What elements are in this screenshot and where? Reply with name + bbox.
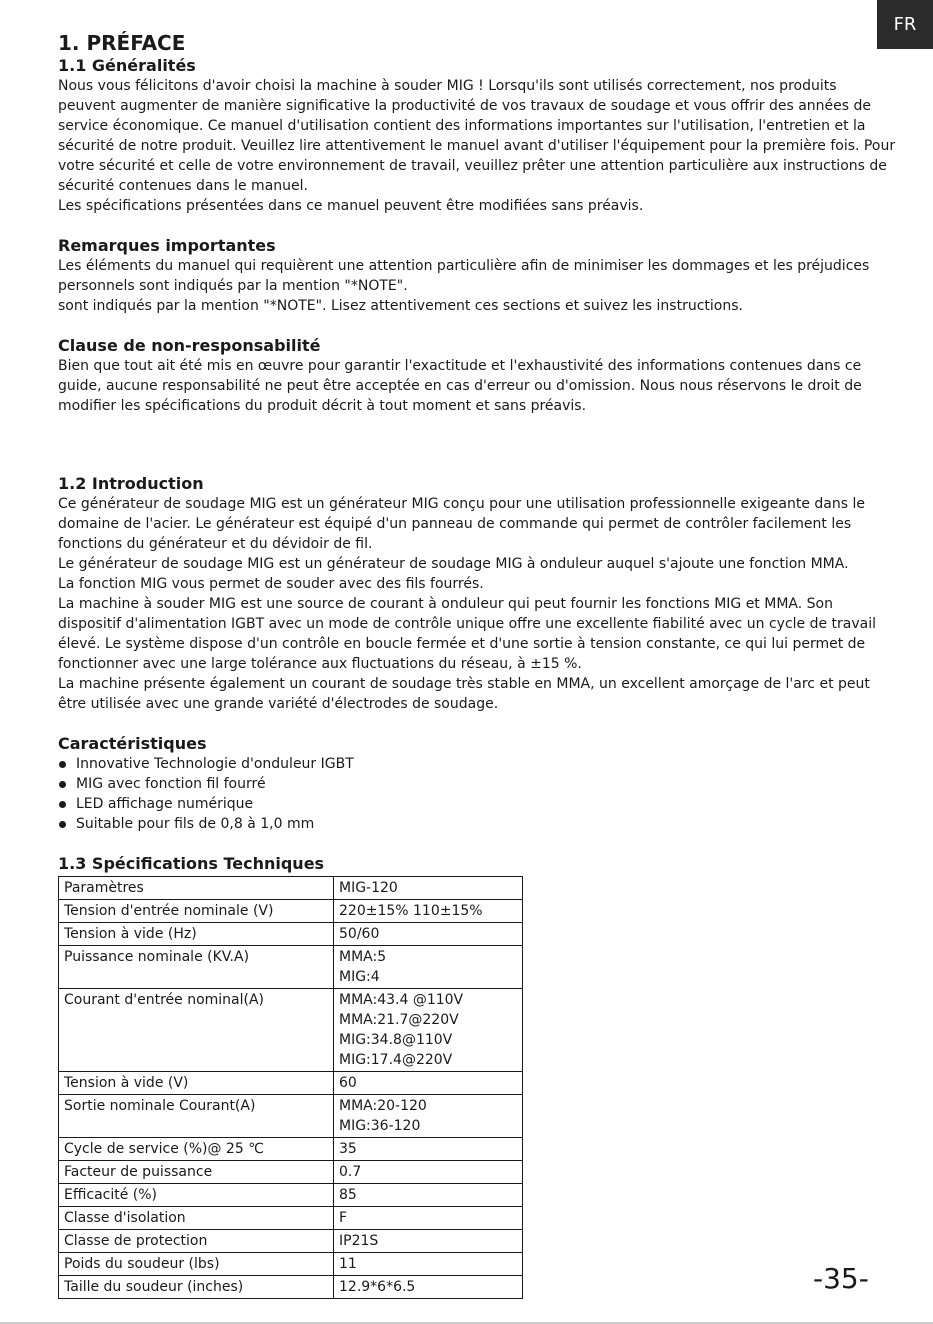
spec-label: Classe d'isolation (59, 1207, 334, 1230)
spec-value: MMA:5 MIG:4 (334, 946, 523, 989)
spec-label: Tension à vide (Hz) (59, 923, 334, 946)
intro-paragraph-2: Le générateur de soudage MIG est un générateur de soudage MIG à onduleur auquel s'ajoute une fonction MMA. (58, 556, 849, 572)
feature-item (58, 814, 896, 834)
spec-value: 60 (334, 1072, 523, 1095)
table-row (59, 946, 523, 989)
table-row (59, 877, 523, 900)
section-1-1-note: Les spécifications présentées dans ce manuel peuvent être modifiées sans préavis. (58, 198, 644, 214)
page-title: 1. PRÉFACE (58, 31, 186, 55)
clause-body: Bien que tout ait été mis en œuvre pour garantir l'exactitude et l'exhaustivité des informations contenues dans ce guide, aucune responsabilité ne peut être acceptée en cas d'erreur ou d'omission. Nous nous réservons le droit de modifier les spécifications du produit décrit à tout moment et sans préavis. (58, 358, 862, 414)
table-row (59, 1161, 523, 1184)
spec-value: 0.7 (334, 1161, 523, 1184)
spec-label: Efficacité (%) (59, 1184, 334, 1207)
spec-value: F (334, 1207, 523, 1230)
table-row (59, 1207, 523, 1230)
spec-value: 85 (334, 1184, 523, 1207)
page-number: -35- (813, 1262, 869, 1295)
spec-value: MMA:20-120 MIG:36-120 (334, 1095, 523, 1138)
intro-paragraph-5: La machine présente également un courant de soudage très stable en MMA, un excellent amorçage de l'arc et peut être utilisée avec une grande variété d'électrodes de soudage. (58, 676, 870, 712)
remarques-heading: Remarques importantes (58, 236, 276, 255)
intro-paragraph-1: Ce générateur de soudage MIG est un générateur MIG conçu pour une utilisation professionnelle exigeante dans le domaine de l'acier. Le générateur est équipé d'un panneau de commande qui permet de contrôler facilement les fonctions du générateur et du dévidoir de fil. (58, 496, 865, 552)
spec-label: Sortie nominale Courant(A) (59, 1095, 334, 1138)
feature-text: LED affichage numérique (76, 796, 254, 812)
feature-item (58, 794, 896, 814)
spec-label: Cycle de service (%)@ 25 ℃ (59, 1138, 334, 1161)
spec-label: Puissance nominale (KV.A) (59, 946, 334, 989)
remarques-body: Les éléments du manuel qui requièrent une attention particulière afin de minimiser les dommages et les préjudices personnels sont indiqués par la mention "*NOTE". (58, 258, 870, 294)
feature-text: Innovative Technologie d'onduleur IGBT (76, 756, 354, 772)
remarques-body-2: sont indiqués par la mention "*NOTE". Lisez attentivement ces sections et suivez les instructions. (58, 298, 743, 314)
feature-item (58, 754, 896, 774)
spec-value: MIG-120 (334, 877, 523, 900)
intro-paragraph-3: La fonction MIG vous permet de souder avec des fils fourrés. (58, 576, 484, 592)
features-heading: Caractéristiques (58, 734, 207, 753)
spec-value: 11 (334, 1253, 523, 1276)
spec-value: 12.9*6*6.5 (334, 1276, 523, 1299)
section-1-1-body: Nous vous félicitons d'avoir choisi la machine à souder MIG ! Lorsqu'ils sont utilisés correctement, nos produits peuvent augmenter de manière significative la productivité de vos travaux de soudage et vous offrir des années de service économique. Ce manuel d'utilisation contient des informations importantes sur l'utilisation, l'entretien et la sécurité de notre produit. Veuillez lire attentivement le manuel avant d'utiliser l'équipement pour la première fois. Pour votre sécurité et celle de votre environnement de travail, veuillez prêter une attention particulière aux instructions de sécurité contenues dans le manuel. (58, 78, 896, 194)
spec-label: Taille du soudeur (inches) (59, 1276, 334, 1299)
spec-label: Facteur de puissance (59, 1161, 334, 1184)
spec-value: MMA:43.4 @110V MMA:21.7@220V MIG:34.8@110V MIG:17.4@220V (334, 989, 523, 1072)
section-1-3-heading: 1.3 Spécifications Techniques (58, 854, 325, 873)
feature-item (58, 774, 896, 794)
table-row (59, 1184, 523, 1207)
spec-label: Paramètres (59, 877, 334, 900)
spec-value: 50/60 (334, 923, 523, 946)
table-row (59, 900, 523, 923)
table-row (59, 1276, 523, 1299)
features-list (58, 754, 896, 834)
spec-label: Courant d'entrée nominal(A) (59, 989, 334, 1072)
table-row (59, 923, 523, 946)
table-row (59, 1095, 523, 1138)
spec-label: Tension d'entrée nominale (V) (59, 900, 334, 923)
table-row (59, 1072, 523, 1095)
table-row (59, 1230, 523, 1253)
spec-label: Tension à vide (V) (59, 1072, 334, 1095)
language-tab: FR (877, 0, 933, 49)
spec-label: Poids du soudeur (lbs) (59, 1253, 334, 1276)
table-row (59, 989, 523, 1072)
spec-value: 35 (334, 1138, 523, 1161)
bullet-icon (59, 761, 66, 768)
spec-label: Classe de protection (59, 1230, 334, 1253)
table-row (59, 1138, 523, 1161)
table-row (59, 1253, 523, 1276)
page-content (58, 30, 896, 1299)
spec-value: IP21S (334, 1230, 523, 1253)
section-1-1-heading: 1.1 Généralités (58, 56, 196, 75)
clause-heading: Clause de non-responsabilité (58, 336, 321, 355)
bullet-icon (59, 801, 66, 808)
feature-text: Suitable pour fils de 0,8 à 1,0 mm (76, 816, 315, 832)
bullet-icon (59, 781, 66, 788)
bullet-icon (59, 821, 66, 828)
intro-paragraph-4: La machine à souder MIG est une source de courant à onduleur qui peut fournir les fonctions MIG et MMA. Son dispositif d'alimentation IGBT avec un mode de contrôle unique offre une excellente fiabilité avec un cycle de travail élevé. Le système dispose d'un contrôle en boucle fermée et d'une sortie à tension constante, ce qui lui permet de fonctionner avec une large tolérance aux fluctuations du réseau, à ±15 %. (58, 596, 877, 672)
specifications-table (58, 876, 523, 1299)
feature-text: MIG avec fonction fil fourré (76, 776, 266, 792)
spec-value: 220±15% 110±15% (334, 900, 523, 923)
section-1-2-heading: 1.2 Introduction (58, 474, 204, 493)
